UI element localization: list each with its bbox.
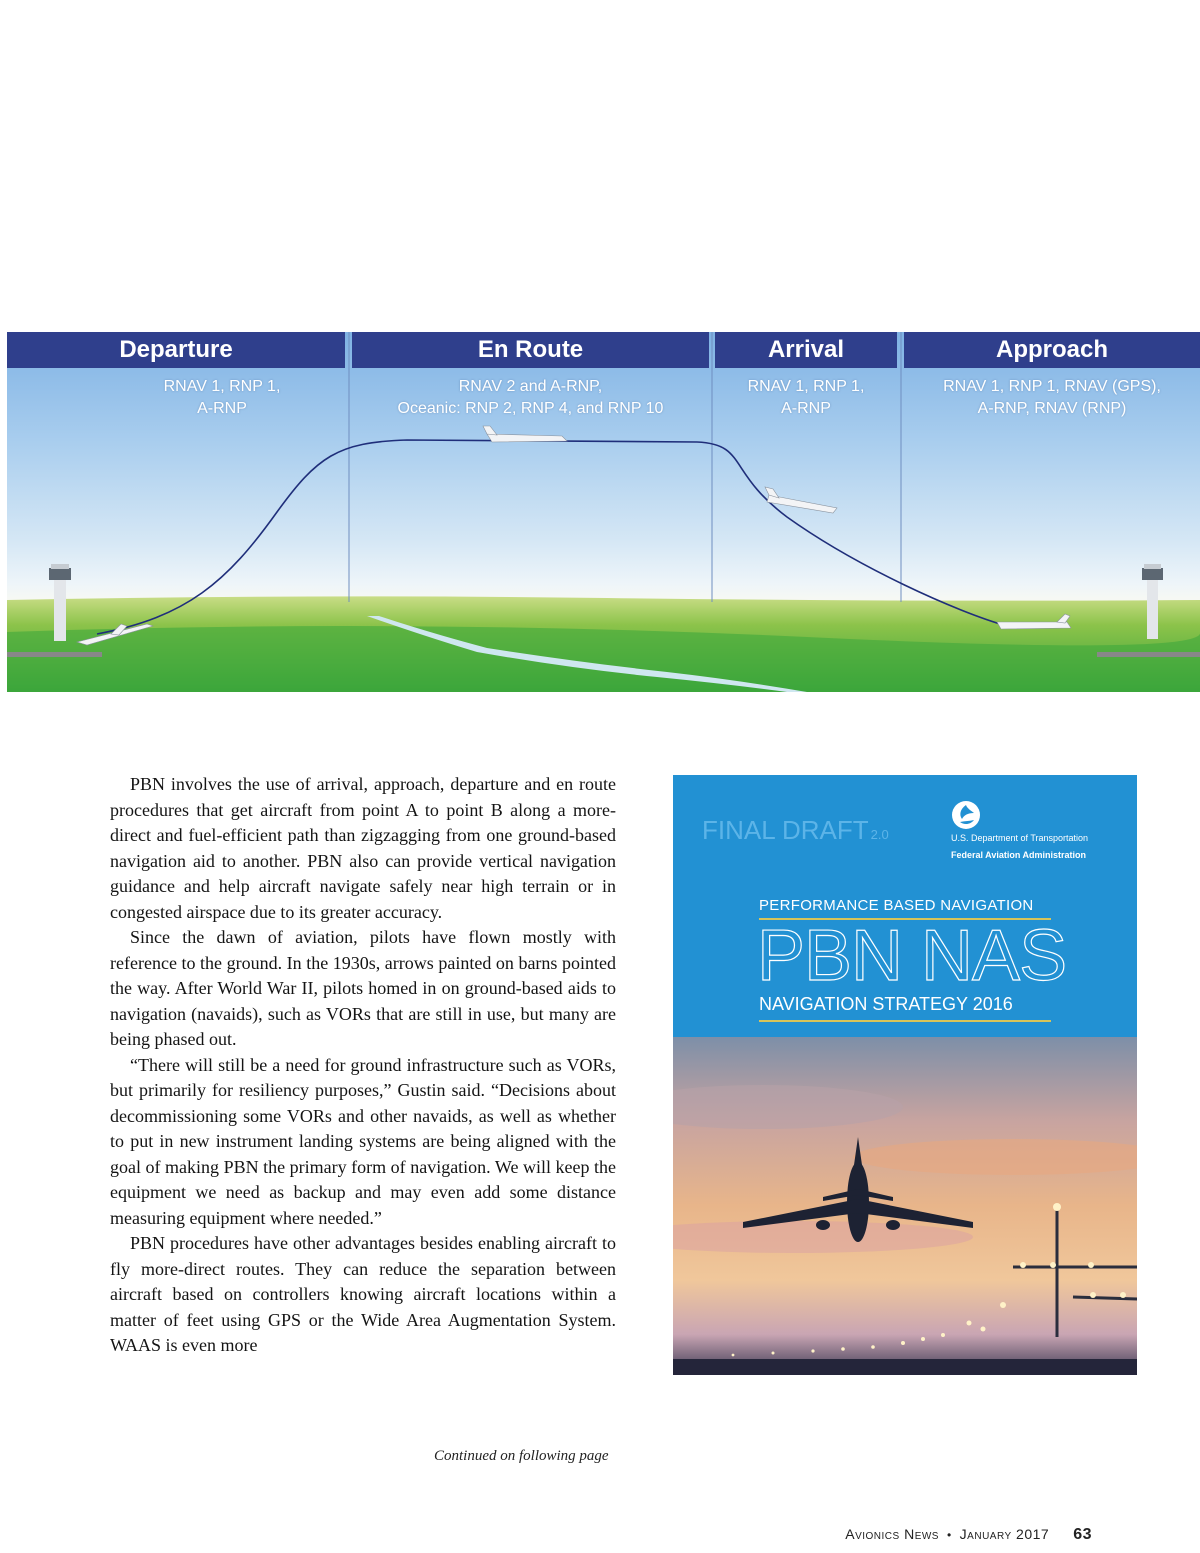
ground-horizon xyxy=(673,1359,1137,1375)
cover-title-panel xyxy=(673,775,1137,1037)
strategy-cover-image xyxy=(673,775,1137,1375)
phase-header-en-route: En Route xyxy=(352,332,709,368)
paragraph-4: PBN procedures have other advantages besides enabling aircraft to fly more-direct routes. They can reduce the separation between aircraft based on controllers knowing aircraft locations within a matter of feet using GPS or the Wide Area Augmentation System. WAAS is even more xyxy=(110,1233,616,1355)
flight-phase-diagram xyxy=(7,332,1200,692)
issue-date: January 2017 xyxy=(959,1526,1050,1542)
runway-right xyxy=(1097,652,1200,657)
phase-header-approach: Approach xyxy=(904,332,1200,368)
draft-text: FINAL DRAFT xyxy=(702,815,869,845)
phase-header-arrival: Arrival xyxy=(715,332,897,368)
article-body xyxy=(110,772,616,1359)
phase-specs-departure: RNAV 1, RNP 1, A-RNP xyxy=(163,378,281,417)
aircraft-enroute xyxy=(483,426,567,442)
draft-version: 2.0 xyxy=(870,827,889,842)
phase-header-departure: Departure xyxy=(7,332,345,368)
page-number: 63 xyxy=(1073,1526,1092,1543)
agency-name: Federal Aviation Administration xyxy=(951,850,1087,860)
continued-note: Continued on following page xyxy=(434,1448,609,1464)
paragraph-1: PBN involves the use of arrival, approach, departure and en route procedures that get aircraft from point A to point B along a more-direct and fuel-efficient path than zigzagging from one ground-based navigation aid to another. PBN also can provide vertical navigation guidance and help aircraft navigate safely near high terrain or in congested airspace due to its greater accuracy. xyxy=(110,774,616,922)
page-footer xyxy=(845,1526,1092,1544)
phase-specs-approach: RNAV 1, RNP 1, RNAV (GPS), A-RNP, RNAV (RNP) xyxy=(943,378,1161,417)
series-label: PERFORMANCE BASED NAVIGATION xyxy=(759,897,1034,914)
cover-title: PBN NAS xyxy=(757,916,1067,996)
footer-separator: • xyxy=(946,1528,952,1542)
aircraft-arrival xyxy=(765,487,837,513)
draft-label xyxy=(702,815,889,846)
cover-subtitle: NAVIGATION STRATEGY 2016 xyxy=(759,994,1013,1014)
publication-name: Avionics News xyxy=(845,1526,939,1542)
paragraph-3: “There will still be a need for ground infrastructure such as VORs, but primarily for resiliency purposes,” Gustin said. “Decisions about decommissioning some VORs and other navaids, as well as whether to put in new instrument landing systems are being aligned with the goal of making PBN the primary form of navigation. We will keep the equipment we need as backup and may even add some distance measuring equipment where needed.” xyxy=(110,1054,616,1228)
paragraph-2: Since the dawn of aviation, pilots have flown mostly with reference to the ground. In the 1930s, arrows painted on barns pointed the way. After World War II, pilots homed in on ground-based aids to navigation (navaids), such as VORs that are still in use, but many are being phased out. xyxy=(110,927,616,1049)
phase-specs-arrival: RNAV 1, RNP 1, A-RNP xyxy=(747,378,865,417)
phase-specs-en-route: RNAV 2 and A-RNP, Oceanic: RNP 2, RNP 4, and RNP 10 xyxy=(397,378,664,417)
department-name: U.S. Department of Transportation xyxy=(951,833,1089,843)
runway-left xyxy=(7,652,102,657)
landing-aircraft-photo xyxy=(673,1037,1137,1375)
gold-rule-bottom xyxy=(759,1020,1051,1022)
dot-logo-icon xyxy=(952,801,980,829)
